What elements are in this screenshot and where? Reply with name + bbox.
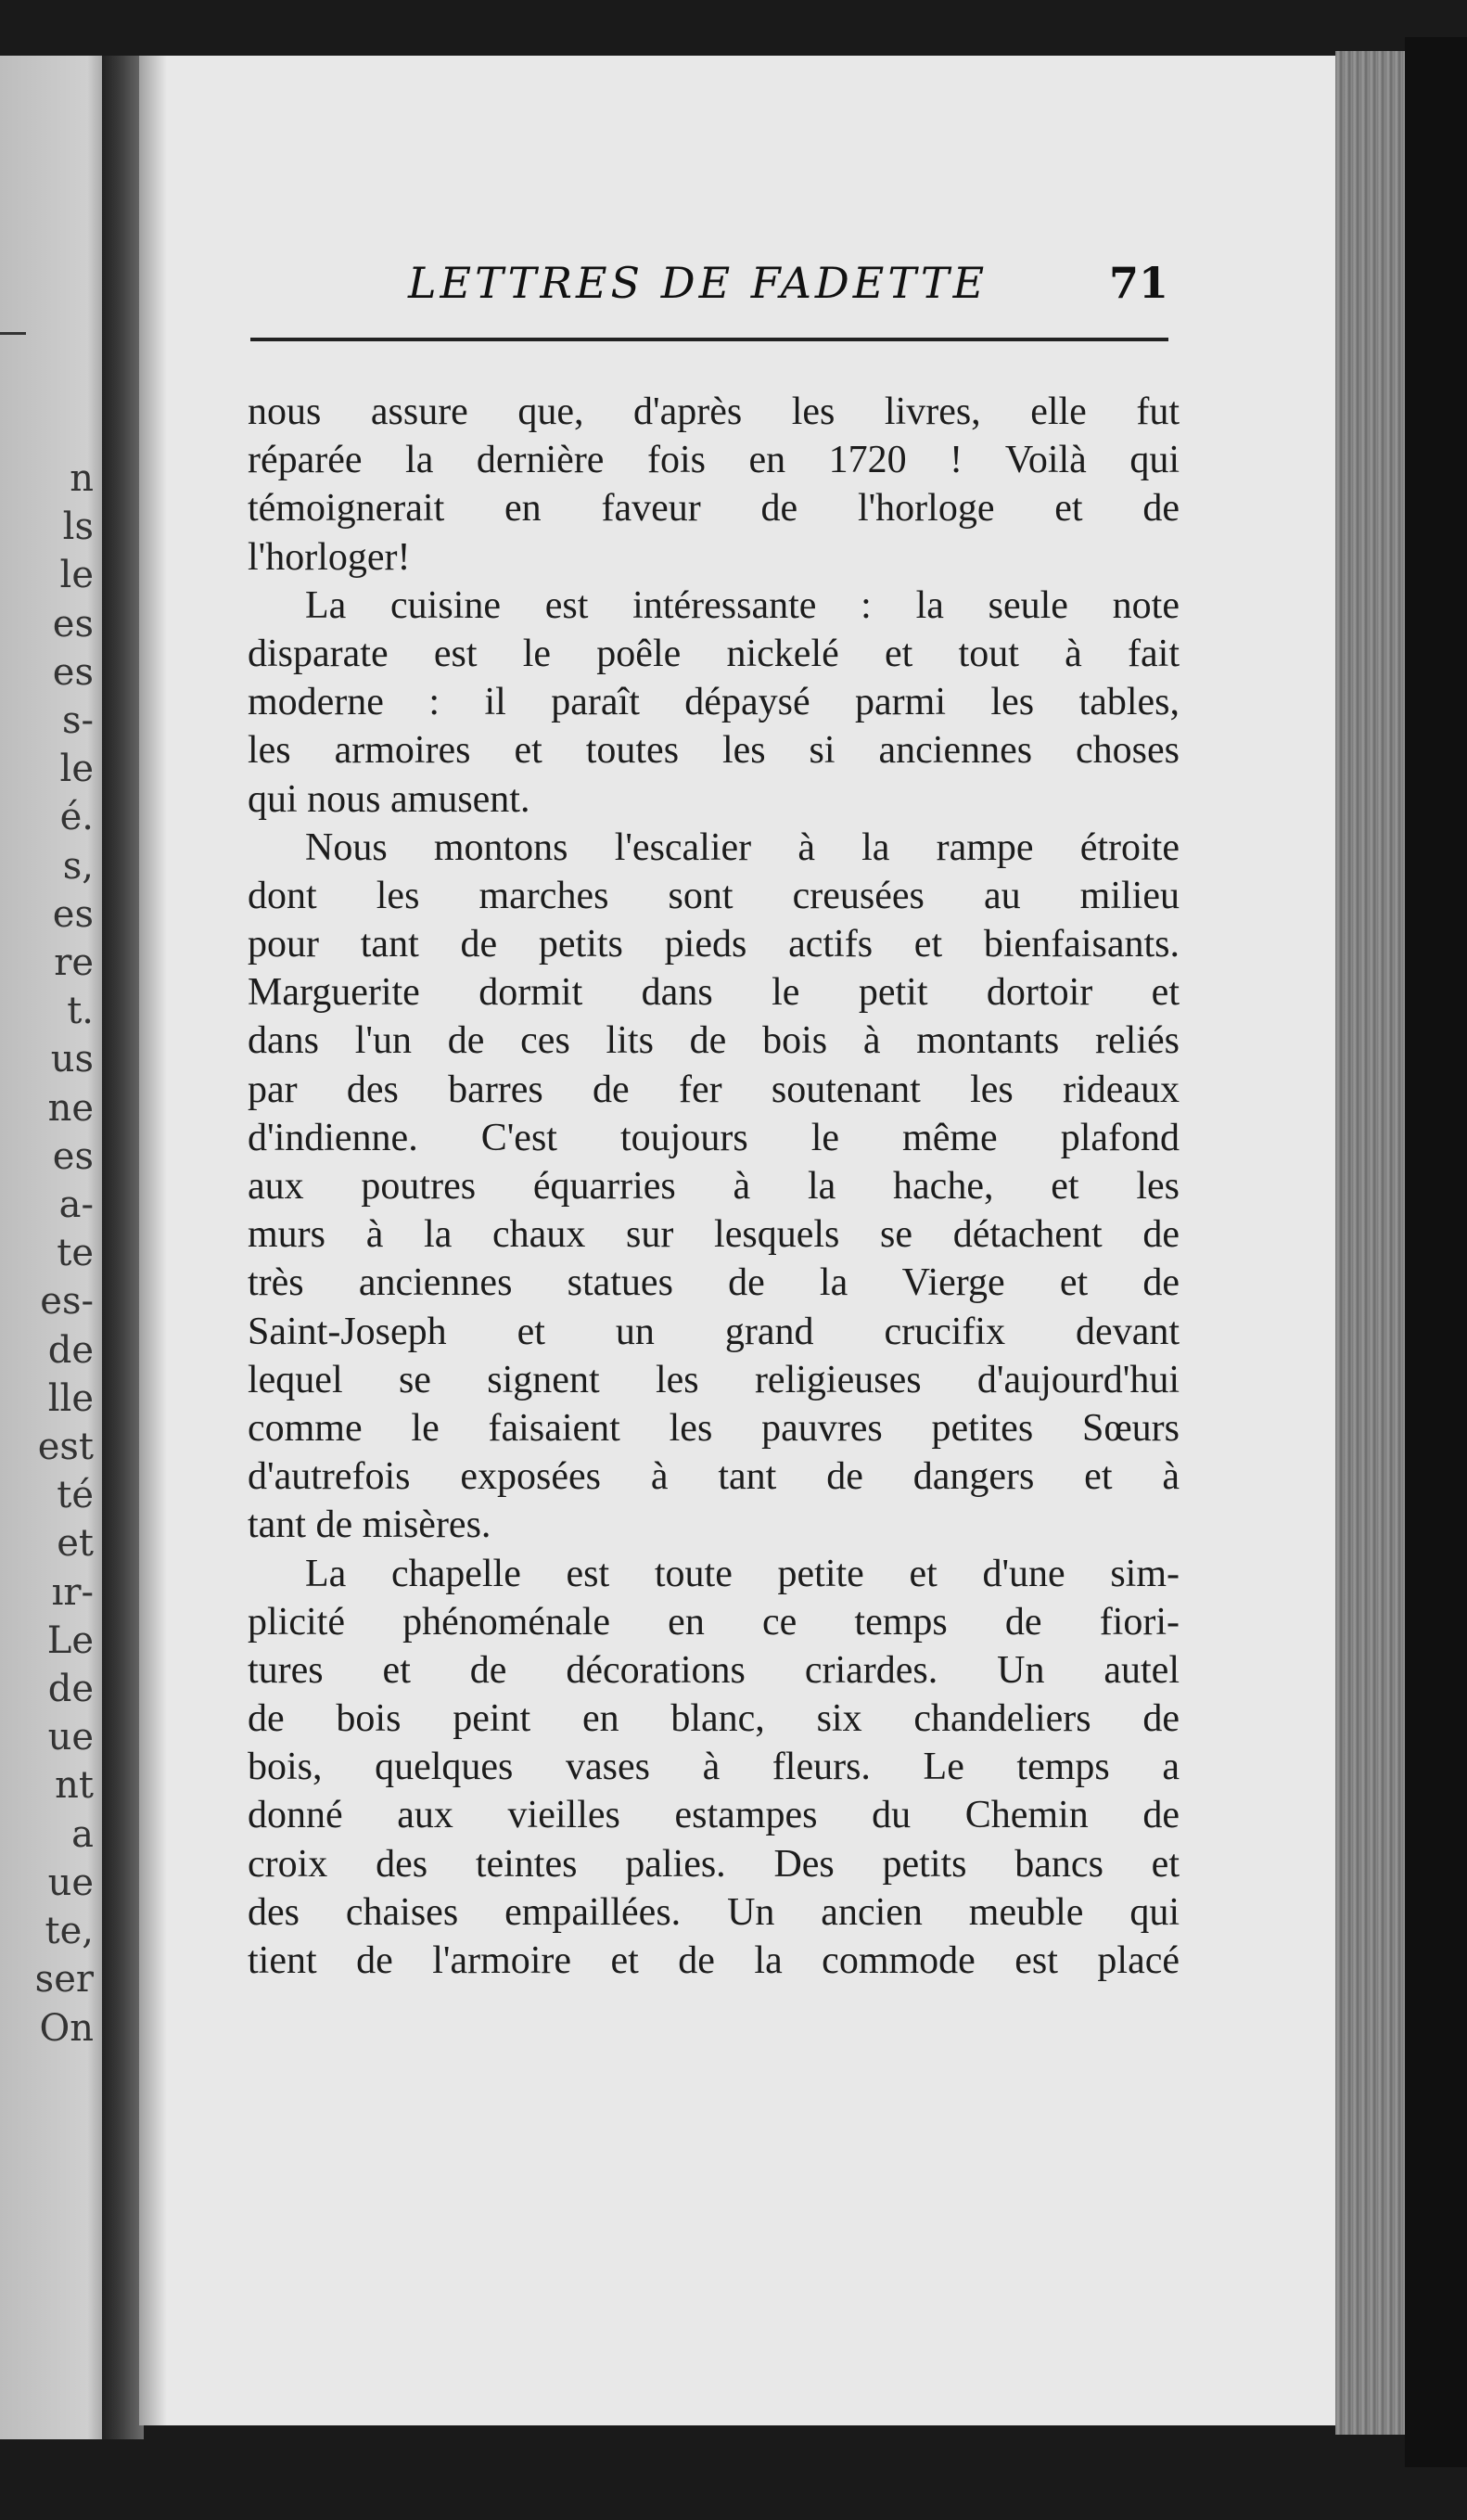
- text-line: aux poutres équarries à la hache, et les: [248, 1165, 1180, 1208]
- left-page-fragment: ue: [47, 1716, 94, 1759]
- left-page-fragment: es: [52, 602, 94, 646]
- page-number: 71: [1108, 258, 1168, 308]
- text-line: réparée la dernière fois en 1720 ! Voilà qui: [248, 439, 1180, 482]
- left-page-fragment: s-: [61, 699, 94, 743]
- left-page-text-fragments: [10, 454, 94, 2053]
- text-line: plicité phénoménale en ce temps de fiori-: [248, 1600, 1180, 1644]
- page-gutter-shade: [139, 56, 167, 2425]
- left-page-fragment: a-: [58, 1183, 94, 1227]
- left-page-fragment: a: [71, 1812, 94, 1856]
- text-line: moderne : il paraît dépaysé parmi les tables,: [248, 681, 1180, 724]
- text-line: très anciennes statues de la Vierge et de: [248, 1261, 1180, 1305]
- text-line: dans l'un de ces lits de bois à montants reliés: [248, 1019, 1180, 1063]
- text-line: bois, quelques vases à fleurs. Le temps a: [248, 1746, 1180, 1789]
- text-line: tant de misères.: [248, 1503, 491, 1547]
- text-line: témoignerait en faveur de l'horloge et de: [248, 487, 1180, 531]
- left-page-fragment: s,: [62, 844, 94, 888]
- text-line: donné aux vieilles estampes du Chemin de: [248, 1794, 1180, 1837]
- header-rule: [250, 338, 1168, 341]
- page-edge: [1335, 51, 1410, 2435]
- text-line: qui nous amusent.: [248, 777, 530, 821]
- left-page-fragment: te: [57, 1232, 94, 1275]
- left-page-fragment: est: [37, 1426, 94, 1469]
- left-page-fragment: Le: [46, 1618, 94, 1662]
- text-line: murs à la chaux sur lesquels se détachent de: [248, 1213, 1180, 1257]
- body-text: [248, 388, 1180, 1985]
- text-line: l'horloger!: [248, 535, 411, 579]
- left-page-fragment: ır-: [51, 1570, 94, 1614]
- text-line: La cuisine est intéressante : la seule note: [305, 583, 1180, 627]
- text-line: nous assure que, d'après les livres, elle fut: [248, 390, 1180, 433]
- text-line: tient de l'armoire et de la commode est placé: [248, 1939, 1180, 1982]
- left-page-fragment: On: [39, 2006, 94, 2050]
- text-line: Marguerite dormit dans le petit dortoir et: [248, 971, 1180, 1015]
- text-line: tures et de décorations criardes. Un autel: [248, 1648, 1180, 1692]
- book-gutter: [102, 56, 144, 2439]
- left-page-fragment: es-: [40, 1280, 94, 1324]
- text-line: comme le faisaient les pauvres petites Sœurs: [248, 1406, 1180, 1450]
- background-edge: [1405, 37, 1467, 2467]
- text-line: pour tant de petits pieds actifs et bienfaisants.: [248, 923, 1180, 966]
- left-page-fragment: n: [70, 457, 94, 500]
- left-page-fragment: nt: [55, 1764, 94, 1808]
- left-page-fragment: é.: [59, 796, 94, 839]
- left-page-fragment: us: [50, 1038, 94, 1081]
- text-line: des chaises empaillées. Un ancien meuble qui: [248, 1890, 1180, 1934]
- left-page-rule: [0, 332, 26, 335]
- left-page-fragment: es: [52, 1134, 94, 1178]
- left-page-fragment: es: [52, 650, 94, 694]
- running-header: [408, 258, 1168, 323]
- text-line: lequel se signent les religieuses d'aujourd'hui: [248, 1358, 1180, 1401]
- text-line: les armoires et toutes les si anciennes choses: [248, 729, 1180, 773]
- text-line: dont les marches sont creusées au milieu: [248, 874, 1180, 917]
- text-line: de bois peint en blanc, six chandeliers de: [248, 1697, 1180, 1741]
- left-page-fragment: et: [57, 1522, 94, 1566]
- left-page-fragment: ue: [47, 1861, 94, 1904]
- text-line: d'autrefois exposées à tant de dangers et à: [248, 1455, 1180, 1499]
- text-line: croix des teintes palies. Des petits bancs et: [248, 1842, 1180, 1886]
- left-page-fragment: té: [57, 1474, 94, 1517]
- left-page-fragment: re: [54, 941, 94, 985]
- left-page-fragment: t.: [67, 990, 94, 1033]
- text-line: La chapelle est toute petite et d'une sim-: [305, 1552, 1180, 1595]
- left-page-fragment: ser: [34, 1958, 94, 2002]
- left-page-fragment: le: [59, 554, 94, 597]
- left-page-fragment: te,: [45, 1910, 94, 1953]
- text-line: disparate est le poêle nickelé et tout à fait: [248, 632, 1180, 675]
- left-page-fragment: ls: [62, 505, 94, 549]
- left-page-fragment: le: [59, 748, 94, 791]
- text-line: d'indienne. C'est toujours le même plafond: [248, 1116, 1180, 1159]
- left-page-fragment: lle: [47, 1376, 94, 1420]
- text-line: par des barres de fer soutenant les rideaux: [248, 1068, 1180, 1111]
- left-page-fragment: de: [47, 1668, 94, 1711]
- left-page-fragment: de: [47, 1328, 94, 1372]
- running-title: LETTRES DE FADETTE: [408, 258, 989, 308]
- text-line: Nous montons l'escalier à la rampe étroite: [305, 825, 1180, 869]
- left-page-fragment: es: [52, 892, 94, 936]
- left-page-fragment: ne: [47, 1086, 94, 1130]
- text-line: Saint-Joseph et un grand crucifix devant: [248, 1310, 1180, 1353]
